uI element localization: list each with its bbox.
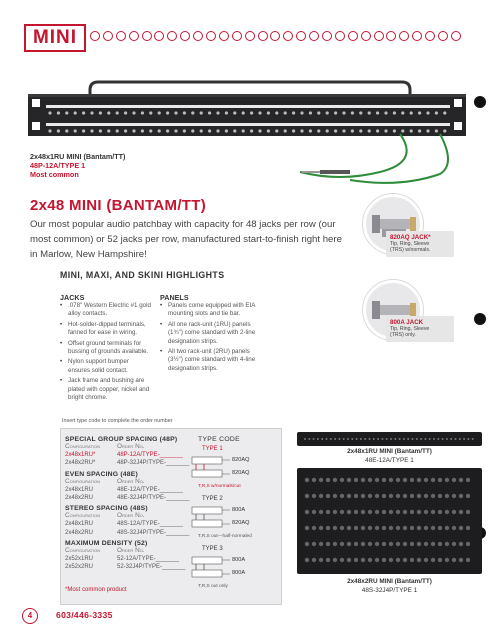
type-part-top: 820AQ [232, 457, 250, 463]
order-row [65, 486, 190, 494]
intro-text: Our most popular audio patchbay with capacity for 48 jacks per row (our most common) or 52 jacks per row, manufactured start-to-finish right here in Marlow, New Hampshire! [30, 219, 342, 260]
jacks-item: • Jack frame and bushing are plated with copper, nickel and bright chrome. [60, 377, 152, 402]
panels-title: PANELS [160, 293, 189, 302]
order-config: 2x48x2RU [65, 495, 94, 502]
order-number: 48S-12A/TYPE-_______ [117, 521, 184, 528]
ring-icon [90, 31, 100, 41]
type-subtext: T,R,S w/normals/cut [198, 484, 241, 489]
panel-1ru-order: 48E-12A/TYPE 1 [365, 456, 414, 464]
type-code-entry [190, 546, 250, 595]
ring-icon [425, 31, 435, 41]
panel-1ru-image [297, 432, 482, 446]
type-code-title: TYPE CODE [198, 436, 240, 443]
jack-820aq-name: 820AQ JACK* [390, 234, 431, 241]
ring-icon [348, 31, 358, 41]
order-no-header: Order No. [117, 512, 145, 520]
type-part-bottom: 800A [232, 570, 246, 576]
order-row [65, 529, 190, 537]
order-row [65, 563, 190, 571]
top-caption-model: 2x48x1RU MINI (Bantam/TT) [30, 152, 126, 161]
jack-820aq-desc1: Tip, Ring, Sleeve [390, 241, 430, 247]
ring-icon [322, 31, 332, 41]
panels-item: • All two rack-unit (2RU) panels (3½") come standard with 4-line designation strips. [160, 348, 260, 373]
panel-1ru-model: 2x48x1RU MINI (Bantam/TT) [347, 448, 432, 455]
highlights-title: MINI, MAXI, AND SKINI HIGHLIGHTS [60, 270, 225, 280]
common-product-note: *Most common product [65, 587, 127, 593]
top-caption-note: Most common [30, 170, 79, 179]
type-part-top: 800A [232, 557, 246, 563]
order-config: 2x48x1RU* [65, 452, 96, 459]
order-config: 2x48x1RU [65, 486, 94, 493]
page-number: 4 [22, 608, 38, 624]
type-code-entry [190, 446, 250, 495]
ring-icon [438, 31, 448, 41]
panels-item: • Panels come equipped with EIA mounting slots and tie bar. [160, 302, 260, 319]
type-label: TYPE 3 [202, 546, 223, 552]
order-list [65, 433, 190, 571]
order-number: 48E-12A/TYPE-_______ [117, 486, 184, 493]
type-part-top: 800A [232, 507, 246, 513]
type-diagram-icon [190, 454, 234, 482]
jacks-item: • Nylon support bumper ensures solid contact. [60, 358, 152, 375]
jack-800a-callout [386, 316, 454, 342]
type-diagram-icon [190, 554, 234, 582]
type-subtext: T,R,S out—half-normaled [198, 534, 252, 539]
ring-icon [309, 31, 319, 41]
ring-icon [270, 31, 280, 41]
ring-icon [283, 31, 293, 41]
ring-icon [154, 31, 164, 41]
config-header: Configuration [65, 443, 100, 450]
config-header: Configuration [65, 477, 100, 485]
ring-icon [116, 31, 126, 41]
config-header: Configuration [65, 546, 100, 554]
order-group-header [65, 443, 190, 451]
binder-ring-decoration [90, 31, 470, 47]
jacks-item: • Offset ground terminals for bussing of grounds available. [60, 340, 152, 357]
order-number: 48S-32J4P/TYPE-_______ [117, 529, 190, 536]
ring-icon [129, 31, 139, 41]
order-row [65, 520, 190, 528]
order-no-header: Order No. [117, 443, 145, 450]
ring-icon [180, 31, 190, 41]
jacks-item: • Hot-solder-dipped terminals, fanned for ease in wiring. [60, 321, 152, 338]
jacks-column [60, 293, 152, 404]
order-config: 2x48x2RU* [65, 460, 96, 467]
ring-icon [258, 31, 268, 41]
binder-hole-2 [474, 313, 486, 325]
panels-item: • All one rack-unit (1RU) panels (1¾") come standard with 2-line designation strips. [160, 321, 260, 346]
order-group-header [65, 512, 190, 520]
order-config: 2x52x2RU [65, 564, 94, 571]
phone-number: 603/446-3335 [56, 610, 113, 620]
type-subtext: T,R,S out only [198, 584, 228, 589]
panels-column [160, 293, 260, 375]
ring-icon [361, 31, 371, 41]
ring-icon [245, 31, 255, 41]
jack-800a-desc1: Tip, Ring, Sleeve [390, 326, 430, 332]
order-number: 52-12A/TYPE-_______ [117, 556, 180, 563]
ring-icon [399, 31, 409, 41]
section-label: MINI [24, 24, 86, 52]
ring-icon [412, 31, 422, 41]
order-group-title: STEREO SPACING (48S) [65, 505, 148, 513]
ring-icon [167, 31, 177, 41]
order-config: 2x48x1RU [65, 521, 94, 528]
ring-icon [374, 31, 384, 41]
order-config: 2x52x1RU [65, 556, 94, 563]
order-no-header: Order No. [117, 546, 145, 554]
ring-icon [451, 31, 461, 41]
order-number: 48E-32J4P/TYPE-_______ [117, 495, 190, 502]
order-group-title: EVEN SPACING (48E) [65, 470, 138, 478]
order-number: 48P-32J4P/TYPE-_______ [117, 460, 190, 467]
type-label: TYPE 2 [202, 496, 223, 502]
jack-800a-desc2: (TRS) only. [390, 332, 416, 339]
type-part-bottom: 820AQ [232, 470, 250, 476]
ring-icon [193, 31, 203, 41]
jack-820aq-callout [386, 231, 454, 257]
order-group-header [65, 547, 190, 555]
panel-2ru-model: 2x48x2RU MINI (Bantam/TT) [347, 578, 432, 585]
order-number: 52-32J4P/TYPE-_______ [117, 564, 186, 571]
top-caption-order: 48P-12A/TYPE 1 [30, 161, 86, 170]
ring-icon [232, 31, 242, 41]
ring-icon [219, 31, 229, 41]
order-group-title: MAXIMUM DENSITY (52) [65, 539, 148, 547]
ring-icon [103, 31, 113, 41]
ring-icon [206, 31, 216, 41]
panel-2ru-image [297, 468, 482, 574]
order-row [65, 451, 190, 459]
jack-820aq-desc2: (TRS) w/normals. [390, 247, 431, 254]
jacks-title: JACKS [60, 293, 85, 302]
type-part-bottom: 820AQ [232, 520, 250, 526]
ring-icon [386, 31, 396, 41]
jacks-list [60, 302, 152, 402]
type-diagram-icon [190, 504, 234, 532]
order-row [65, 459, 190, 467]
order-note: Insert type code to complete the order number [62, 418, 173, 424]
ring-icon [142, 31, 152, 41]
config-header: Configuration [65, 512, 100, 520]
type-code-entry [190, 496, 250, 545]
section-title: 2x48 MINI (BANTAM/TT) [30, 197, 207, 214]
panels-list [160, 302, 260, 373]
order-row [65, 555, 190, 563]
order-group-header [65, 478, 190, 486]
order-group-title: SPECIAL GROUP SPACING (48P) [65, 436, 178, 443]
type-code-list [190, 446, 250, 596]
order-no-header: Order No. [117, 477, 145, 485]
order-row [65, 494, 190, 502]
jack-800a-name: 800A JACK [390, 319, 424, 326]
ring-icon [335, 31, 345, 41]
panel-2ru-order: 48S-32J4P/TYPE 1 [361, 586, 418, 594]
type-label: TYPE 1 [202, 446, 223, 452]
jacks-item: • .078" Western Electric #1 gold alloy contacts. [60, 302, 152, 319]
ring-icon [296, 31, 306, 41]
order-config: 2x48x2RU [65, 529, 94, 536]
order-number: 48P-12A/TYPE-_______ [117, 452, 184, 459]
